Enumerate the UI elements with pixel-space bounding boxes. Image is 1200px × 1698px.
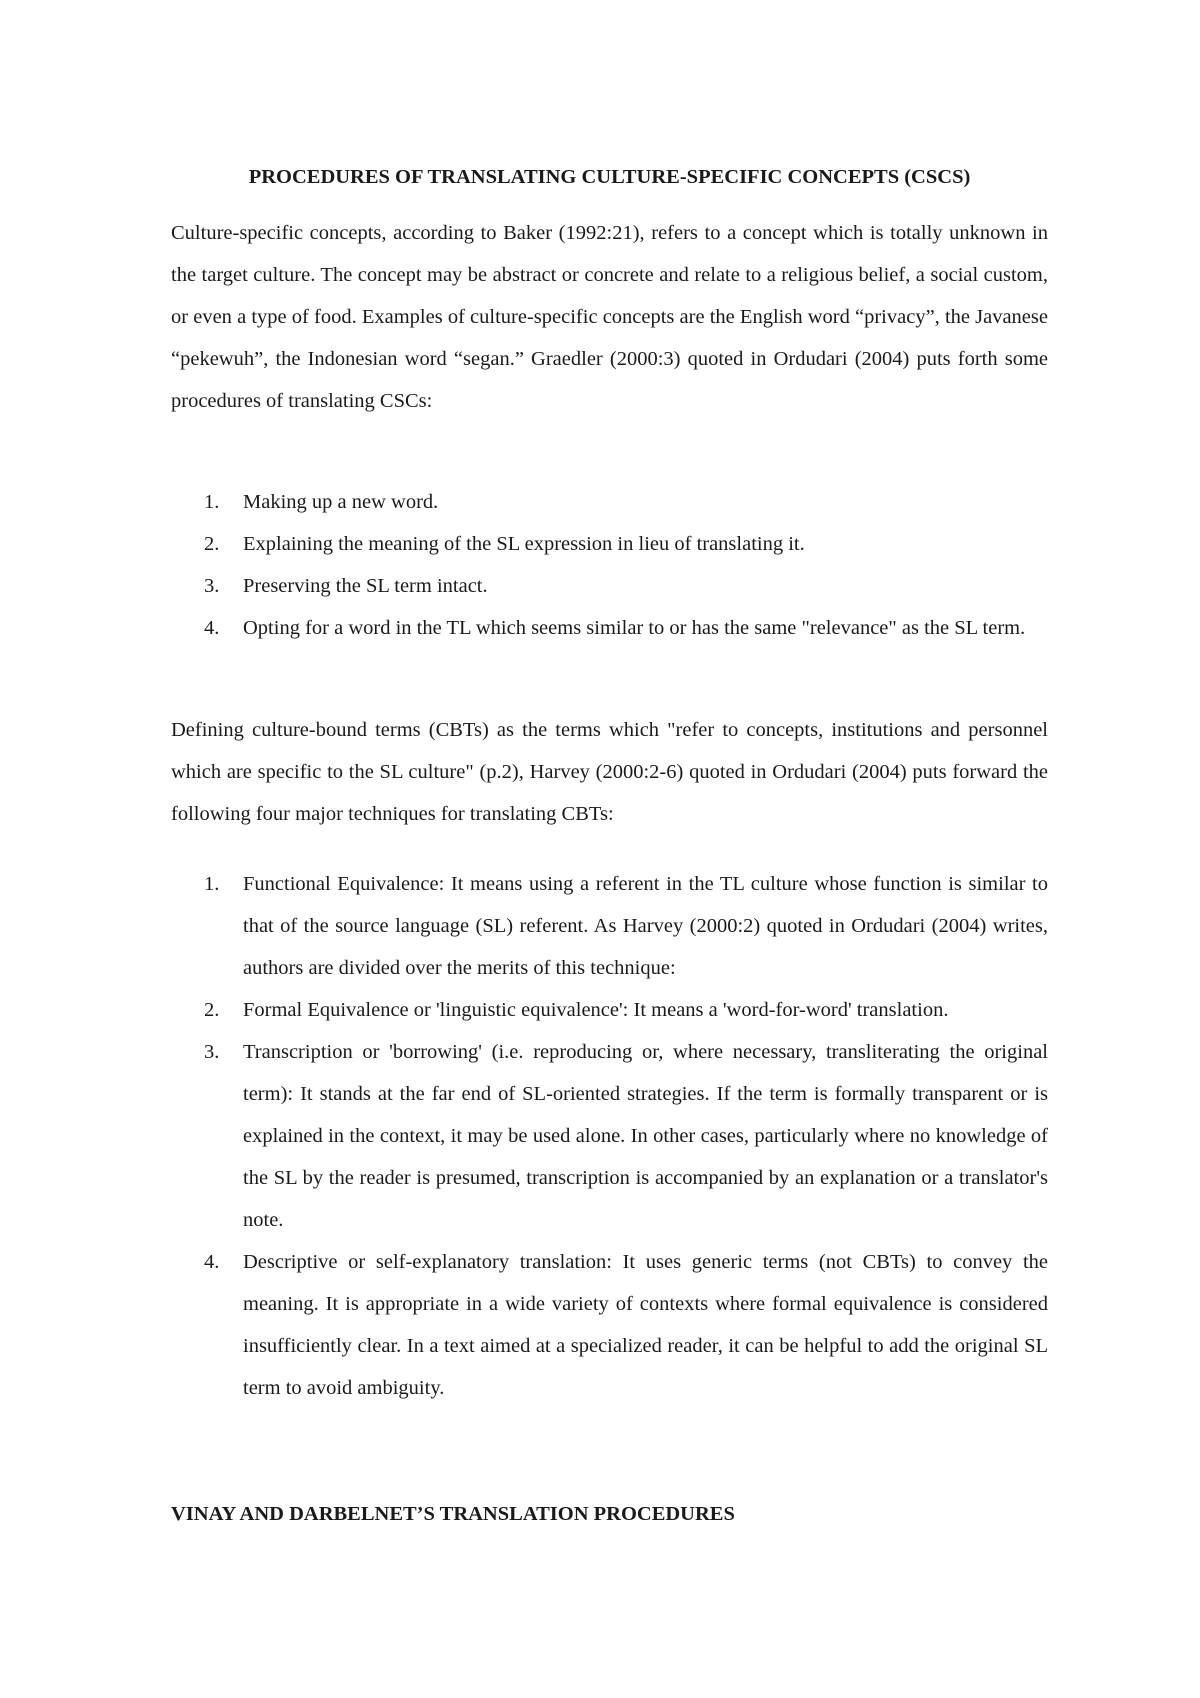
list-item-text: Preserving the SL term intact. xyxy=(243,575,488,597)
list-item xyxy=(171,481,1048,523)
list-number: 4. xyxy=(204,617,220,639)
cbt-techniques-list xyxy=(171,863,1048,1409)
list-item xyxy=(171,607,1048,649)
list-item-text: Formal Equivalence or 'linguistic equivalence': It means a 'word-for-word' translation. xyxy=(243,999,949,1021)
intro-paragraph: Culture-specific concepts, according to Baker (1992:21), refers to a concept which is totally unknown in the target culture. The concept may be abstract or concrete and relate to a religious belief, a social custom, or even a type of food. Examples of culture-specific concepts are the English word “privacy”, the Javanese “pekewuh”, the Indonesian word “segan.” Graedler (2000:3) quoted in Ordudari (2004) puts forth some procedures of translating CSCs: xyxy=(171,222,1048,412)
section-heading: PROCEDURES OF TRANSLATING CULTURE-SPECIFIC CONCEPTS (CSCS) xyxy=(248,166,971,188)
list-item xyxy=(171,1241,1048,1409)
list-number: 2. xyxy=(204,999,220,1021)
list-number: 3. xyxy=(204,1041,220,1063)
list-item-text: Descriptive or self-explanatory translation: It uses generic terms (not CBTs) to convey the meaning. It is appropriate in a wide variety of contexts where formal equivalence is considered insufficiently clear. In a text aimed at a specialized reader, it can be helpful to add the original SL term to avoid ambiguity. xyxy=(243,1251,1048,1399)
list-item-text: Transcription or 'borrowing' (i.e. reproducing or, where necessary, transliterating the original term): It stands at the far end of SL-oriented strategies. If the term is formally transparent or is explained in the context, it may be used alone. In other cases, particularly where no knowledge of the SL by the reader is presumed, transcription is accompanied by an explanation or a translator's note. xyxy=(243,1041,1048,1231)
list-item xyxy=(171,1031,1048,1241)
list-number: 1. xyxy=(204,491,220,513)
list-item-text: Functional Equivalence: It means using a referent in the TL culture whose function is similar to that of the source language (SL) referent. As Harvey (2000:2) quoted in Ordudari (2004) writes, authors are divided over the merits of this technique: xyxy=(243,873,1048,979)
list-item-text: Opting for a word in the TL which seems similar to or has the same "relevance" as the SL term. xyxy=(243,617,1026,639)
next-section-heading: VINAY AND DARBELNET’S TRANSLATION PROCEDURES xyxy=(171,1503,735,1525)
list-item-text: Explaining the meaning of the SL expression in lieu of translating it. xyxy=(243,533,805,555)
cbt-paragraph: Defining culture-bound terms (CBTs) as the terms which "refer to concepts, institutions and personnel which are specific to the SL culture" (p.2), Harvey (2000:2-6) quoted in Ordudari (2004) puts forward the following four major techniques for translating CBTs: xyxy=(171,719,1048,825)
list-item xyxy=(171,989,1048,1031)
csc-procedures-list xyxy=(171,481,1048,649)
list-item xyxy=(171,863,1048,989)
list-item xyxy=(171,565,1048,607)
list-number: 4. xyxy=(204,1251,220,1273)
list-item xyxy=(171,523,1048,565)
list-number: 1. xyxy=(204,873,220,895)
list-number: 3. xyxy=(204,575,220,597)
list-item-text: Making up a new word. xyxy=(243,491,439,513)
list-number: 2. xyxy=(204,533,220,555)
